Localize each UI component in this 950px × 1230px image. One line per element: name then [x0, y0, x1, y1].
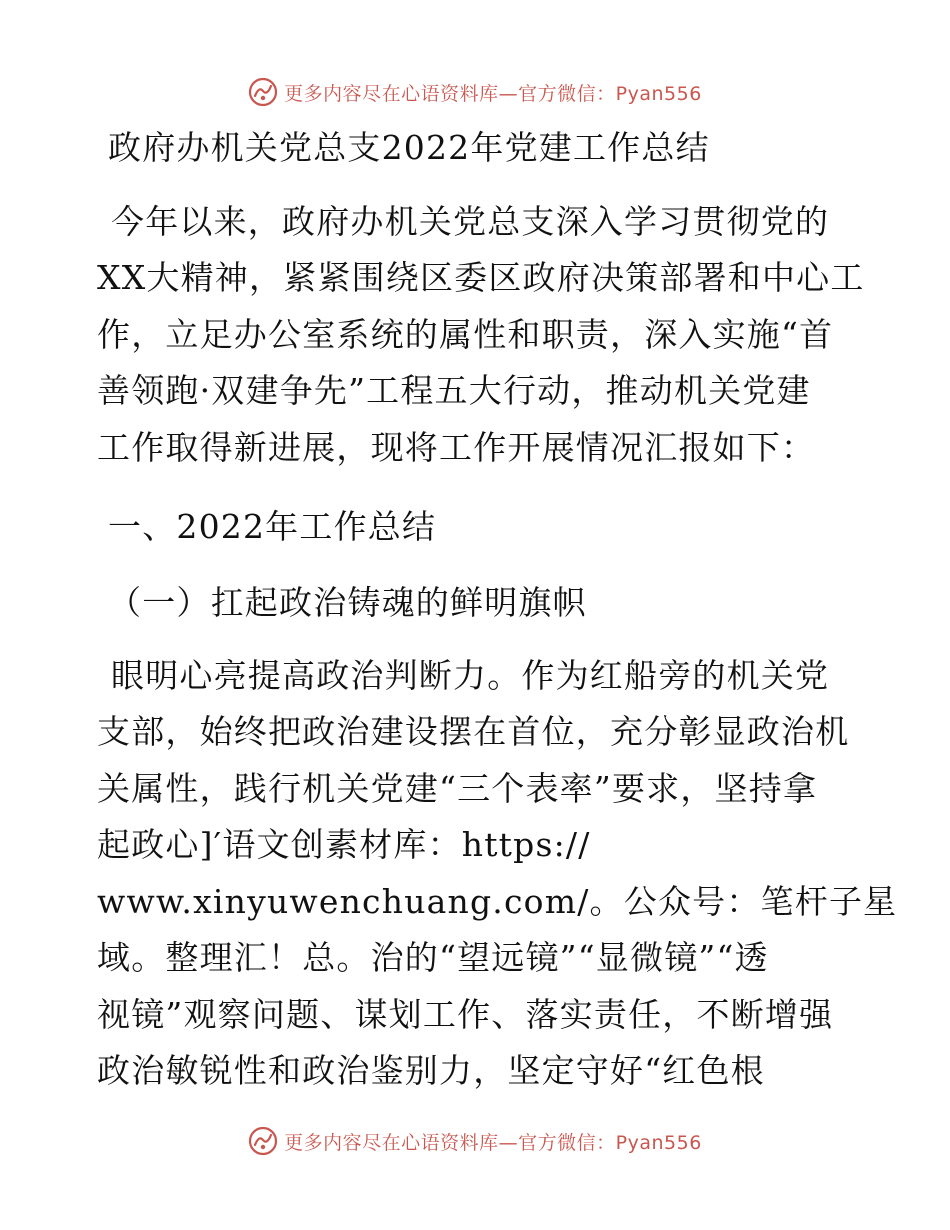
brand-logo-icon [248, 77, 278, 107]
paragraph-line: 善领跑·双建争先”工程五大行动，推动机关党建 [97, 371, 811, 410]
paragraph-line: XX大精神，紧紧围绕区委区政府决策部署和中心工 [97, 258, 865, 297]
paragraph-line: 起政心]′语文创素材库：https:// [97, 825, 591, 864]
paragraph-line: 域。整理汇！总。治的“望远镜”“显微镜”“透 [97, 938, 769, 977]
watermark-text: 更多内容尽在心语资料库—官方微信：Pyan556 [284, 1131, 702, 1154]
paragraph-line: 视镜”观察问题、谋划工作、落实责任，不断增强 [97, 995, 834, 1034]
paragraph-line: 政治敏锐性和政治鉴别力，坚定守好“红色根 [97, 1051, 765, 1090]
paragraph-line: 支部，始终把政治建设摆在首位，充分彰显政治机 [97, 712, 850, 751]
paragraph-line: 关属性，践行机关党建“三个表率”要求，坚持拿 [97, 769, 818, 808]
watermark-text: 更多内容尽在心语资料库—官方微信：Pyan556 [284, 82, 702, 105]
document-title: 政府办机关党总支2022年党建工作总结 [108, 128, 710, 167]
subsection-heading: （一）扛起政治铸魂的鲜明旗帜 [108, 583, 587, 622]
paragraph-line: www.xinyuwenchuang.com/。公众号：笔杆子星 [97, 882, 898, 921]
section-heading: 一、2022年工作总结 [108, 507, 437, 546]
paragraph-line: 工作取得新进展，现将工作开展情况汇报如下： [97, 428, 816, 467]
paragraph-line: 眼明心亮提高政治判断力。作为红船旁的机关党 [111, 656, 830, 695]
brand-logo-icon [248, 1126, 278, 1156]
watermark-banner-bottom [0, 1119, 950, 1163]
paragraph-line: 今年以来，政府办机关党总支深入学习贯彻党的 [111, 202, 830, 241]
watermark-banner-top [0, 70, 950, 114]
paragraph-line: 作，立足办公室系统的属性和职责，深入实施“首 [97, 315, 834, 354]
